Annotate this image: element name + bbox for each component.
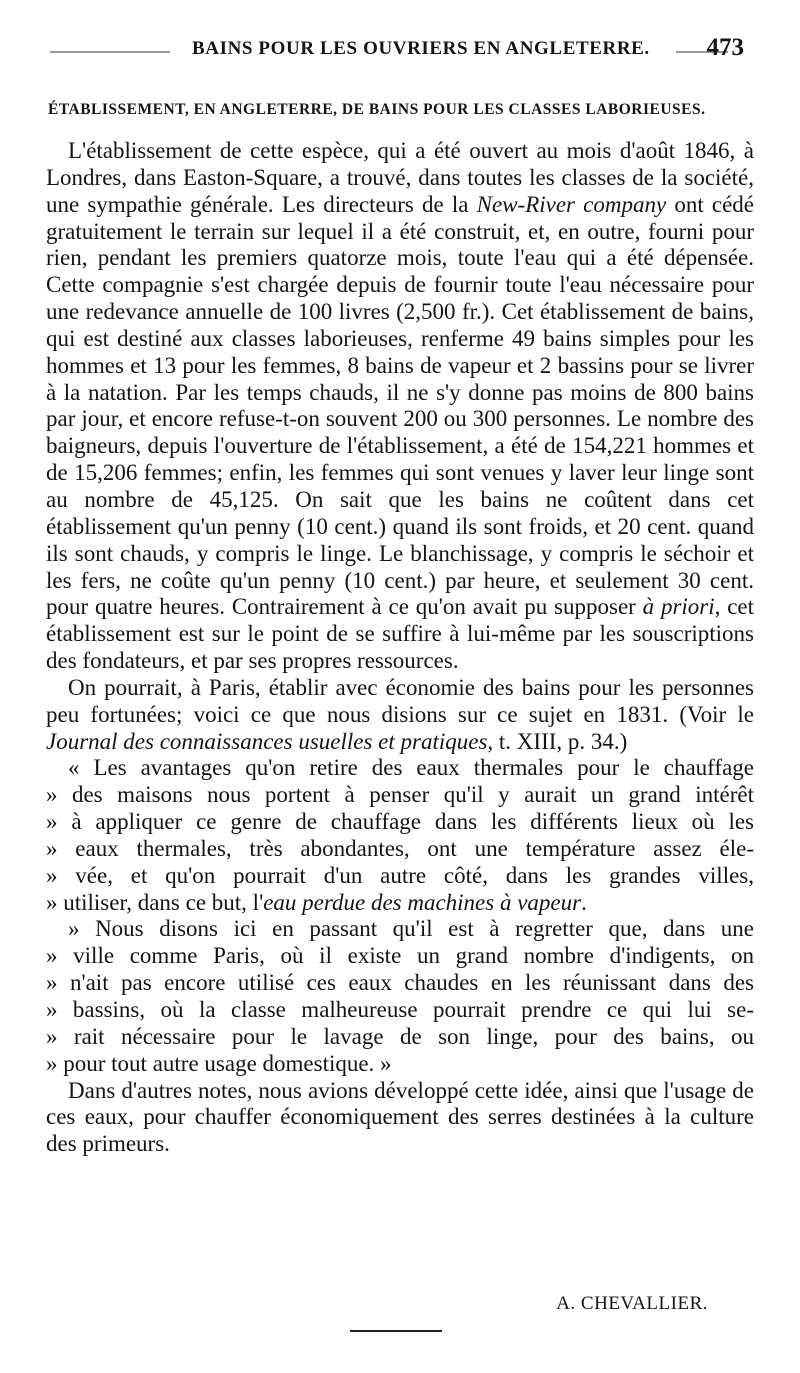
paragraph-establishment (46, 138, 754, 675)
quote-hot-water-basins (46, 916, 754, 1077)
quote-1-line: » vée, et qu'on pourrait d'un autre côté, dans les grandes villes, (46, 862, 754, 888)
running-head-title: BAINS POUR LES OUVRIERS EN ANGLETERRE. (192, 38, 650, 59)
paragraph-1-text-c: , cet établissement est sur le point de se suffire à lui-même par les souscriptions des fondateurs, et par ses propres ressources. (46, 594, 754, 674)
quote-2-line: » ville comme Paris, où il existe un grand nombre d'indigents, on (46, 943, 754, 969)
paragraph-2-text-b: , t. XIII, p. 34.) (487, 728, 628, 754)
quote-2-line: » n'ait pas encore utilisé ces eaux chaudes en les réunissant dans des (46, 970, 754, 996)
quote-2-line-last: » pour tout autre usage domestique. » (46, 1050, 392, 1076)
paragraph-1-text-a: L'établissement de cette espèce, qui a été ouvert au mois d'août 1846, à Londres, dans Easton-Square, a trouvé, dans toutes les classes de la société, une sympathie générale. Les directeurs de la (46, 138, 754, 217)
header-rule-left (50, 51, 170, 53)
paragraph-paris (46, 675, 754, 756)
quote-thermal-waters (46, 755, 754, 916)
paragraph-other-notes: Dans d'autres notes, nous avions développé cette idée, ainsi que l'usage de ces eaux, pour chauffer économiquement des serres destinées à la culture des primeurs. (46, 1077, 754, 1157)
paragraph-2-italic-journal: Journal des connaissances usuelles et pratiques (46, 728, 488, 754)
quote-1-line-6-text-a: » utiliser, dans ce but, l' (46, 889, 264, 915)
quote-2-line: » rait nécessaire pour le lavage de son linge, pour des bains, ou (46, 1023, 754, 1049)
quote-2-line: » Nous disons ici en passant qu'il est à regretter que, dans une (68, 916, 754, 942)
quote-1-italic-steam: eau perdue des machines à vapeur (263, 889, 582, 915)
quote-2-line: » bassins, où la classe malheureuse pourrait prendre ce qui lui se- (46, 997, 754, 1022)
end-rule (350, 1330, 442, 1332)
section-title: ÉTABLISSEMENT, EN ANGLETERRE, DE BAINS POUR LES CLASSES LABORIEUSES. (48, 101, 706, 118)
paragraph-1-italic-priori: à priori (642, 594, 715, 620)
running-head (40, 34, 744, 68)
quote-1-line-last (46, 890, 754, 917)
paragraph-1-italic-company: New-River company (476, 191, 667, 217)
quote-1-line: » eaux thermales, très abondantes, ont une température assez éle- (46, 835, 754, 861)
quote-1-line: » des maisons nous portent à penser qu'il y aurait un grand intérêt (46, 782, 754, 808)
quote-1-line: » à appliquer ce genre de chauffage dans les différents lieux où les (46, 809, 754, 835)
paragraph-1-text-b: ont cédé gratuitement le terrain sur lequel il a été construit, et, en outre, fourni pour rien, pendant les premiers quatorze mois, toute l'eau qui a été dépensée. Cette compagnie s'est chargée depuis de fournir toute l'eau nécessaire pour une redevance annuelle de 100 livres (2,500 fr.). Cet établissement de bains, qui est destiné aux classes laborieuses, renferme 49 bains simples pour les hommes et 13 pour les femmes, 8 bains de vapeur et 2 bassins pour se livrer à la natation. Par les temps chauds, il ne s'y donne pas moins de 800 bains par jour, et encore refuse-t-on souvent 200 ou 300 personnes. Le nombre des baigneurs, depuis l'ouverture de l'établissement, a été de 154,221 hommes et de 15,206 femmes; enfin, les femmes qui sont venues y laver leur linge sont au nombre de 45,125. On sait que les bains ne coûtent dans cet établissement qu'un penny (10 cent.) quand ils sont froids, et 20 cent. quand ils sont chauds, y compris le linge. Le blanchissage, y compris le séchoir et les fers, ne coûte qu'un penny (10 cent.) par heure, et seulement 30 cent. pour quatre heures. Contrairement à ce qu'on avait pu supposer (46, 191, 755, 620)
article-body (46, 138, 754, 1158)
quote-1-line-6-text-b: . (581, 889, 587, 915)
author-signature: A. CHEVALLIER. (556, 1293, 708, 1314)
page-number: 473 (706, 34, 744, 61)
quote-1-line: « Les avantages qu'on retire des eaux thermales pour le chauffage (68, 755, 754, 781)
paragraph-2-text-a: On pourrait, à Paris, établir avec économie des bains pour les personnes peu fortunées; voici ce que nous disions sur ce sujet en 1831. (Voir le (46, 674, 754, 727)
